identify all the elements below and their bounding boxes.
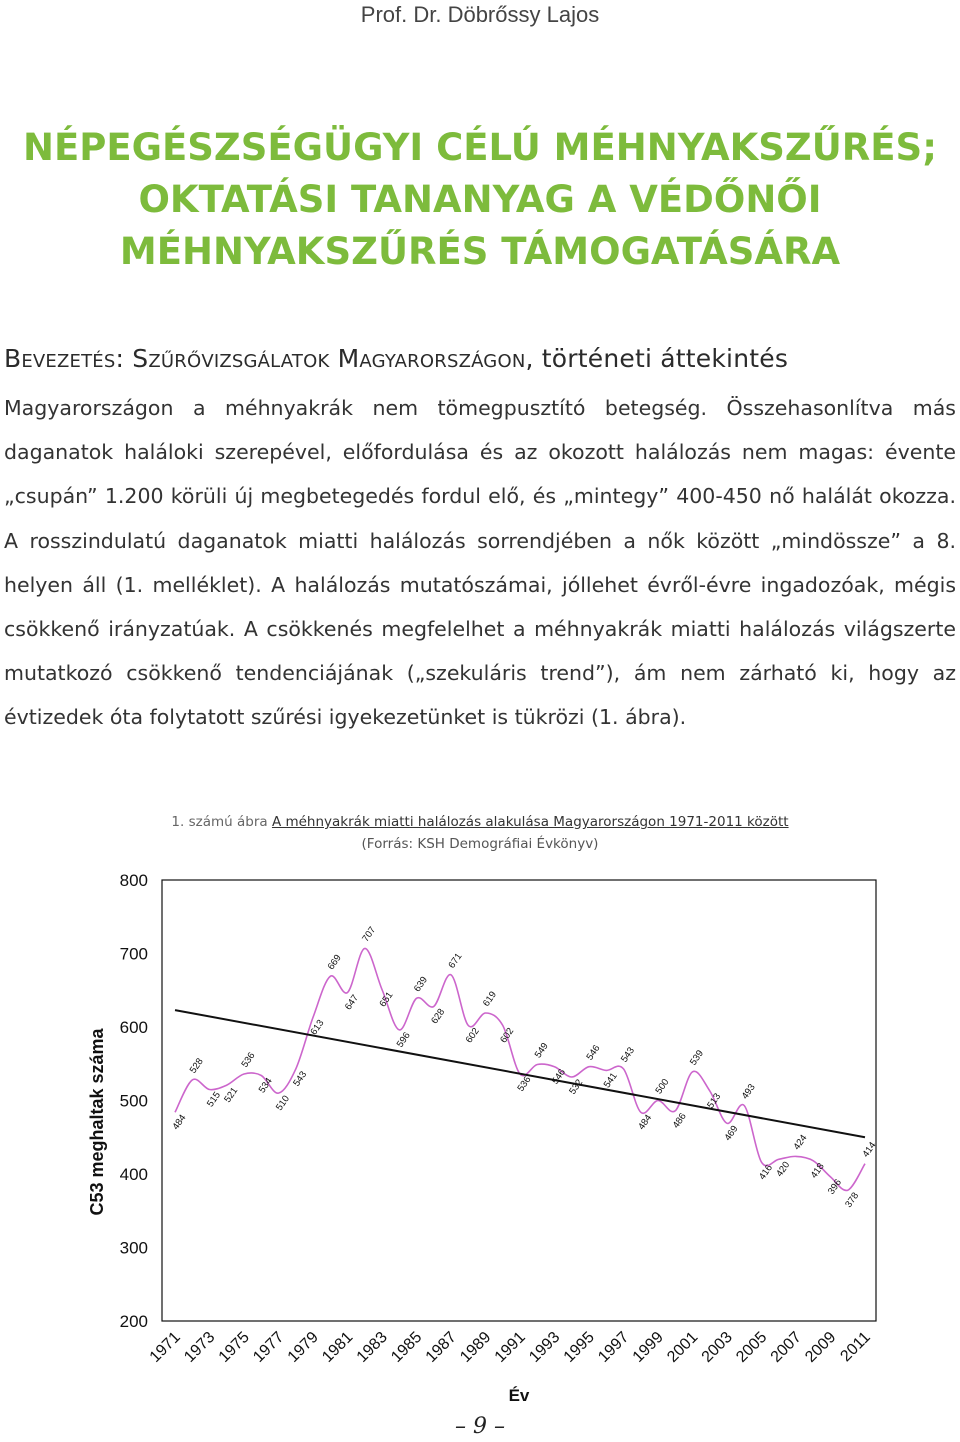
data-label: 549 (532, 1040, 551, 1061)
data-labels (170, 925, 878, 1210)
data-label: 613 (308, 1017, 327, 1038)
x-tick-label: 2001 (664, 1328, 702, 1366)
x-tick-label: 1995 (560, 1328, 598, 1366)
data-label: 532 (567, 1077, 586, 1097)
data-label: 500 (653, 1076, 672, 1097)
data-label: 707 (360, 924, 379, 945)
title-line-2: OKTATÁSI TANANYAG A VÉDŐNŐI (138, 178, 822, 221)
data-label: 414 (860, 1140, 879, 1160)
series-group (175, 948, 865, 1190)
data-label: 420 (774, 1159, 793, 1180)
x-tick-label: 1983 (353, 1328, 391, 1366)
data-label: 602 (463, 1025, 482, 1046)
data-label: 543 (291, 1069, 310, 1089)
data-label: 536 (515, 1074, 534, 1094)
y-axis-label: C53 meghaltak száma (87, 1028, 107, 1216)
data-label: 671 (446, 951, 465, 971)
data-label: 628 (429, 1006, 448, 1027)
y-tick-label: 300 (119, 1238, 148, 1258)
figure-source: (Forrás: KSH Demográfiai Évkönyv) (361, 836, 599, 852)
y-tick-label: 500 (119, 1091, 148, 1111)
x-tick-label: 2011 (837, 1328, 874, 1366)
x-tick-label: 1991 (491, 1328, 529, 1366)
data-label: 596 (394, 1030, 413, 1050)
x-tick-label: 1999 (629, 1328, 667, 1366)
data-label: 396 (825, 1177, 845, 1197)
title-line-3: MÉHNYAKSZŰRÉS TÁMOGATÁSÁRA (119, 230, 841, 273)
data-label: 639 (411, 974, 431, 995)
data-label: 543 (618, 1045, 638, 1065)
x-tick-label: 1971 (146, 1328, 184, 1366)
data-label: 619 (480, 989, 500, 1009)
data-label: 546 (549, 1067, 569, 1087)
data-label: 484 (170, 1112, 189, 1132)
page-number: – 9 – (455, 1414, 505, 1439)
data-label: 651 (377, 989, 396, 1010)
section-heading-rest: történeti áttekintés (533, 344, 789, 373)
mortality-line-chart (0, 860, 960, 1420)
page-header-author: Prof. Dr. Döbrőssy Lajos (360, 2, 600, 27)
figure-caption (0, 814, 960, 830)
data-label: 484 (636, 1112, 655, 1132)
data-label: 493 (739, 1082, 758, 1102)
y-tick-label: 600 (119, 1018, 148, 1037)
data-label: 469 (722, 1123, 741, 1144)
data-label: 378 (843, 1190, 862, 1210)
data-label: 528 (187, 1056, 206, 1076)
data-label: 486 (670, 1111, 689, 1131)
mortality-series-line (175, 948, 865, 1190)
figure-number: 1. számú ábra (171, 814, 268, 830)
x-tick-label: 2005 (733, 1328, 771, 1366)
y-tick-label: 200 (119, 1312, 148, 1331)
x-tick-label: 1981 (319, 1328, 357, 1366)
data-label: 534 (256, 1075, 275, 1096)
x-tick-label: 2003 (698, 1328, 736, 1366)
x-axis (147, 1329, 874, 1366)
x-tick-label: 1973 (181, 1328, 219, 1366)
data-label: 416 (756, 1162, 776, 1182)
plot-area-frame (162, 880, 879, 1321)
title-line-1: NÉPEGÉSZSÉGÜGYI CÉLÚ MÉHNYAKSZŰRÉS; (22, 126, 937, 169)
x-axis-label: Év (508, 1386, 530, 1405)
x-tick-label: 2007 (767, 1328, 805, 1366)
data-label: 521 (222, 1085, 241, 1105)
x-tick-label: 1997 (595, 1328, 633, 1366)
data-label: 541 (601, 1070, 620, 1091)
data-label: 510 (273, 1093, 293, 1113)
section-heading (4, 344, 956, 373)
data-label: 418 (808, 1161, 827, 1181)
data-label: 647 (342, 992, 362, 1013)
x-tick-label: 1987 (422, 1328, 460, 1366)
data-label: 539 (687, 1048, 707, 1068)
x-tick-label: 1977 (250, 1328, 288, 1366)
body-paragraph: Magyarországon a méhnyakrák nem tömegpusztító betegség. Összehasonlítva más daganatok haláloki szerepével, előfordulása és az okozott halálozás nem magas: évente „csupán” 1.200 körüli új megbetegedés fordul elő, és „mintegy” 400-450 nő halálát okozza. A rosszindulatú daganatok miatti halálozás sorrendjében a nők között „mindössze” a 8. helyen áll (1. melléklet). A halálozás mutatószámai, jóllehet évről-évre ingadozóak, mégis csökkenő irányzatúak. A csökkenés megfelelhet a méhnyakrák miatti halálozás világszerte mutatkozó csökkenő tendenciájának („szekuláris trend”), ám nem zárható ki, hogy az évtizedek óta folytatott szűrési igyekezetünket is tükrözi (1. ábra). (4, 396, 956, 730)
document-title (0, 122, 960, 278)
data-label: 513 (705, 1091, 724, 1111)
data-label: 424 (791, 1132, 810, 1153)
data-label: 602 (498, 1025, 517, 1046)
x-tick-label: 2009 (802, 1328, 840, 1366)
y-tick-label: 800 (119, 871, 148, 890)
x-tick-label: 1975 (215, 1328, 253, 1366)
x-tick-label: 1979 (284, 1328, 322, 1366)
data-label: 536 (239, 1050, 258, 1070)
trend-line (175, 1010, 865, 1137)
y-axis (120, 871, 148, 1331)
section-heading-smallcaps: Bevezetés: Szűrővizsgálatok Magyarországon, (4, 344, 534, 373)
data-label: 669 (325, 952, 344, 973)
x-tick-label: 1989 (457, 1328, 495, 1366)
figure-title: A méhnyakrák miatti halálozás alakulása Magyarországon 1971-2011 között (271, 814, 789, 830)
data-label: 515 (204, 1089, 224, 1110)
y-tick-label: 700 (119, 944, 148, 964)
x-tick-label: 1993 (526, 1328, 564, 1366)
x-tick-label: 1985 (388, 1328, 426, 1366)
y-tick-label: 400 (119, 1165, 148, 1184)
data-label: 546 (584, 1043, 603, 1063)
